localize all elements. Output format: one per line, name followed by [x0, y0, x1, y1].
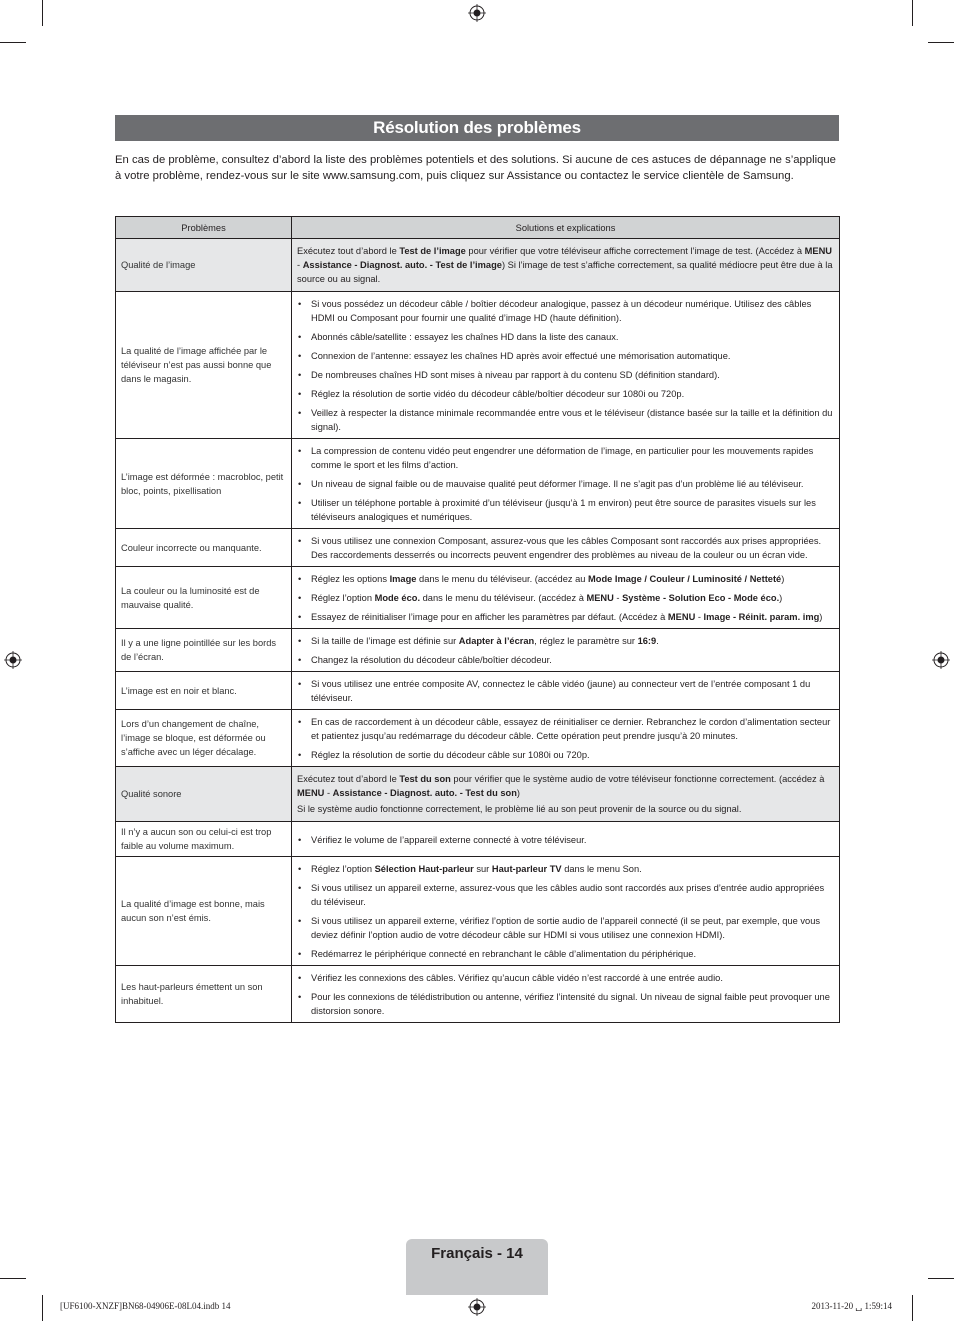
list-item: • Utiliser un téléphone portable à proximité d’un téléviseur (jusqu’à 1 m environ) peut être source de parasites visuels sur les téléviseurs analogiques et numériques.	[297, 496, 834, 524]
registration-mark-icon	[4, 651, 22, 669]
table-row	[116, 767, 840, 822]
solution-text	[297, 772, 834, 816]
table-row	[116, 629, 840, 672]
list-item: • De nombreuses chaînes HD sont mises à niveau par rapport à du contenu SD (définition standard).	[297, 368, 834, 382]
page-number: Français - 14	[431, 1245, 523, 1262]
solution-paragraph: Exécutez tout d’abord le Test de l’image pour vérifier que votre téléviseur affiche correctement l’image de test. (Accédez à MENU - Assistance - Diagnost. auto. - Test de l’image) Si l’image de test s’affiche correctement, sa qualité médiocre peut être due à la source ou au signal.	[297, 246, 833, 284]
solution-cell	[292, 439, 840, 529]
problem-cell: Qualité de l’image	[116, 239, 292, 292]
solution-list	[297, 715, 834, 762]
solution-list	[297, 971, 834, 1018]
solution-list	[297, 677, 834, 705]
troubleshooting-table	[115, 216, 840, 1023]
list-item: • La compression de contenu vidéo peut engendrer une déformation de l’image, en particulier pour les mouvements rapides comme le sport et les films d’action.	[297, 444, 834, 472]
solution-cell	[292, 857, 840, 966]
table-row	[116, 857, 840, 966]
table-row	[116, 239, 840, 292]
list-item: • Changez la résolution du décodeur câble/boîtier décodeur.	[297, 653, 834, 667]
solution-list	[297, 297, 834, 434]
solution-paragraph: Exécutez tout d’abord le Test du son pour vérifier que le système audio de votre téléviseur fonctionne correctement. (accédez à MENU - Assistance - Diagnost. auto. - Test du son)	[297, 774, 825, 798]
solution-list	[297, 862, 834, 961]
list-item: • Si vous utilisez une entrée composite AV, connectez le câble vidéo (jaune) au connecteur vert de l’entrée composant 1 du téléviseur.	[297, 677, 834, 705]
crop-mark	[0, 42, 26, 43]
table-row	[116, 710, 840, 767]
solution-cell	[292, 529, 840, 567]
solution-paragraph: Si le système audio fonctionne correctement, le problème lié au son peut provenir de la source ou du signal.	[297, 804, 742, 814]
solution-list	[297, 444, 834, 524]
print-slug-file: [UF6100-XNZF]BN68-04906E-08L04.indb 14	[60, 1301, 231, 1311]
page-number-tab	[406, 1239, 548, 1295]
problem-cell: La qualité d’image est bonne, mais aucun son n’est émis.	[116, 857, 292, 966]
print-slug-date: 2013-11-20 ␣ 1:59:14	[811, 1301, 892, 1311]
list-item: • Réglez l’option Mode éco. dans le menu du téléviseur. (accédez à MENU - Système - Solution Eco - Mode éco.)	[297, 591, 834, 605]
registration-mark-icon	[468, 4, 486, 22]
registration-mark-icon	[468, 1298, 486, 1316]
crop-mark	[928, 1278, 954, 1279]
problem-cell: La couleur ou la luminosité est de mauvaise qualité.	[116, 567, 292, 629]
column-header-problems: Problèmes	[116, 217, 292, 239]
solution-cell	[292, 292, 840, 439]
solution-cell	[292, 966, 840, 1023]
problem-cell: L’image est en noir et blanc.	[116, 672, 292, 710]
list-item: • Un niveau de signal faible ou de mauvaise qualité peut déformer l’image. Il ne s’agit pas d’un problème lié au téléviseur.	[297, 477, 834, 491]
solution-list	[297, 534, 834, 562]
list-item: • Vérifiez les connexions des câbles. Vérifiez qu’aucun câble vidéo n’est raccordé à une entrée audio.	[297, 971, 834, 985]
table-row	[116, 292, 840, 439]
table-row	[116, 567, 840, 629]
list-item: • En cas de raccordement à un décodeur câble, essayez de réinitialiser ce dernier. Rebranchez le cordon d’alimentation secteur et patientez jusqu’au redémarrage du décodeur câble. Cette opération peut prendre jusqu’à 20 minutes.	[297, 715, 834, 743]
crop-mark	[912, 1295, 913, 1321]
list-item: • Abonnés câble/satellite : essayez les chaînes HD dans la liste des canaux.	[297, 330, 834, 344]
table-row	[116, 822, 840, 857]
list-item: • Si vous utilisez un appareil externe, assurez-vous que les câbles audio sont raccordés aux prises d’entrée audio appropriées du téléviseur.	[297, 881, 834, 909]
crop-mark	[928, 42, 954, 43]
table-row	[116, 672, 840, 710]
problem-cell: Couleur incorrecte ou manquante.	[116, 529, 292, 567]
crop-mark	[42, 0, 43, 26]
list-item: • Réglez la résolution de sortie du décodeur câble sur 1080i ou 720p.	[297, 748, 834, 762]
table-body	[116, 239, 840, 1023]
section-title-bar	[115, 115, 839, 141]
solution-cell	[292, 629, 840, 672]
list-item: • Si vous utilisez un appareil externe, vérifiez l’option de sortie audio de l’appareil connecté (il se peut, par exemple, que vous deviez définir l’option audio de votre décodeur câble sur HDMI si vous utilisez une connexion HDMI).	[297, 914, 834, 942]
table-header-row	[116, 217, 840, 239]
solution-text	[297, 244, 834, 286]
column-header-solutions: Solutions et explications	[292, 217, 840, 239]
page-title: Résolution des problèmes	[373, 118, 581, 137]
list-item: • Réglez la résolution de sortie vidéo du décodeur câble/boîtier décodeur sur 1080i ou 720p.	[297, 387, 834, 401]
solution-cell	[292, 672, 840, 710]
crop-mark	[42, 1295, 43, 1321]
list-item: • Veillez à respecter la distance minimale recommandée entre vous et le téléviseur (distance basée sur la taille et la définition du signal).	[297, 406, 834, 434]
table-row	[116, 439, 840, 529]
list-item: • Vérifiez le volume de l’appareil externe connecté à votre téléviseur.	[297, 833, 834, 847]
solution-list	[297, 833, 834, 847]
solution-list	[297, 572, 834, 624]
crop-mark	[0, 1278, 26, 1279]
table-row	[116, 966, 840, 1023]
problem-cell: La qualité de l’image affichée par le téléviseur n’est pas aussi bonne que dans le magasin.	[116, 292, 292, 439]
list-item: • Réglez les options Image dans le menu du téléviseur. (accédez au Mode Image / Couleur / Luminosité / Netteté)	[297, 572, 834, 586]
intro-paragraph: En cas de problème, consultez d’abord la liste des problèmes potentiels et des solutions. Si aucune de ces astuces de dépannage ne s’applique à votre problème, rendez-vous sur le site www.samsung.com, puis cliquez sur Assistance ou contactez le service clientèle de Samsung.	[115, 154, 836, 182]
problem-cell: L’image est déformée : macrobloc, petit bloc, points, pixellisation	[116, 439, 292, 529]
solution-cell	[292, 767, 840, 822]
solution-cell	[292, 822, 840, 857]
problem-cell: Lors d’un changement de chaîne, l’image se bloque, est déformée ou s’affiche avec un léger décalage.	[116, 710, 292, 767]
solution-cell	[292, 239, 840, 292]
table-row	[116, 529, 840, 567]
list-item: • Si vous utilisez une connexion Composant, assurez-vous que les câbles Composant sont raccordés aux prises appropriées. Des raccordements desserrés ou incorrects peuvent engendrer des problèmes au niveau de la couleur ou un écran vide.	[297, 534, 834, 562]
problem-cell: Il y a une ligne pointillée sur les bords de l’écran.	[116, 629, 292, 672]
problem-cell: Qualité sonore	[116, 767, 292, 822]
list-item: • Essayez de réinitialiser l’image pour en afficher les paramètres par défaut. (Accédez à MENU - Image - Réinit. param. img)	[297, 610, 834, 624]
problem-cell: Les haut-parleurs émettent un son inhabituel.	[116, 966, 292, 1023]
solution-cell	[292, 710, 840, 767]
list-item: • Réglez l’option Sélection Haut-parleur sur Haut-parleur TV dans le menu Son.	[297, 862, 834, 876]
list-item: • Pour les connexions de télédistribution ou antenne, vérifiez l’intensité du signal. Un niveau de signal faible peut provoquer une distorsion sonore.	[297, 990, 834, 1018]
list-item: • Si la taille de l’image est définie sur Adapter à l’écran, réglez le paramètre sur 16:9.	[297, 634, 834, 648]
crop-mark	[912, 0, 913, 26]
list-item: • Redémarrez le périphérique connecté en rebranchant le câble d’alimentation du périphérique.	[297, 947, 834, 961]
list-item: • Connexion de l’antenne: essayez les chaînes HD après avoir effectué une mémorisation automatique.	[297, 349, 834, 363]
list-item: • Si vous possédez un décodeur câble / boîtier décodeur analogique, passez à un décodeur numérique. Utilisez des câbles HDMI ou Composant pour fournir une qualité d’image HD (haute définition).	[297, 297, 834, 325]
problem-cell: Il n’y a aucun son ou celui-ci est trop faible au volume maximum.	[116, 822, 292, 857]
solution-cell	[292, 567, 840, 629]
solution-list	[297, 634, 834, 667]
registration-mark-icon	[932, 651, 950, 669]
